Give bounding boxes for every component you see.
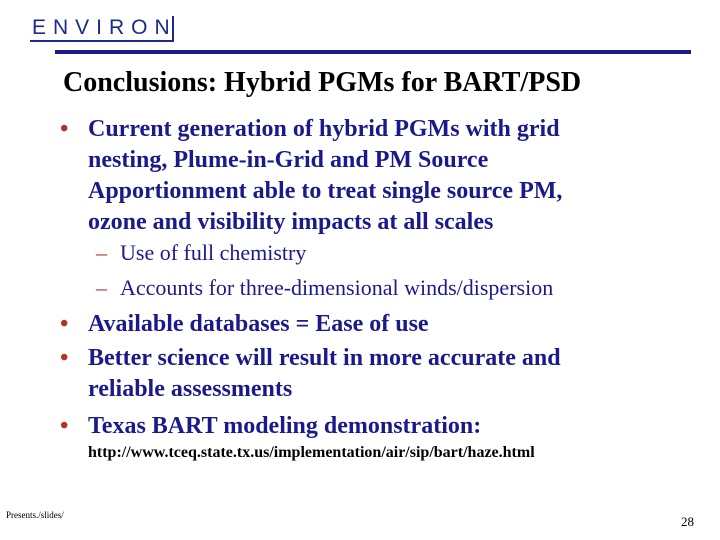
bullet-line: nesting, Plume-in-Grid and PM Source — [88, 147, 489, 173]
reference-link[interactable]: http://www.tceq.state.tx.us/implementation/air/sip/bart/haze.html — [88, 444, 535, 461]
bullet-line: Texas BART modeling demonstration: — [88, 413, 482, 439]
bullet-line: Current generation of hybrid PGMs with grid — [88, 116, 560, 142]
bullet-line: Better science will result in more accurate and — [88, 345, 561, 371]
footer-file-path: Presents./slides/ — [6, 510, 64, 520]
bullet-glyph: • — [60, 311, 69, 337]
page-number: 28 — [681, 514, 694, 529]
bullet-line: ozone and visibility impacts at all scales — [88, 209, 494, 235]
dash-glyph: – — [96, 275, 107, 300]
bullet-glyph: • — [60, 413, 69, 439]
dash-glyph: – — [96, 240, 107, 265]
bullet-text — [88, 343, 561, 405]
bullet-text — [88, 114, 562, 238]
bullet-line: Apportionment able to treat single source PM, — [88, 178, 563, 204]
logo-text: ENVIRON — [32, 16, 177, 39]
bullet-text — [88, 411, 481, 442]
bullet-glyph: • — [60, 116, 69, 142]
bullet-line: Available databases = Ease of use — [88, 311, 429, 337]
bullet-line: reliable assessments — [88, 376, 293, 402]
sub-bullet-text: Accounts for three-dimensional winds/dispersion — [120, 275, 554, 300]
bullet-text — [88, 309, 429, 340]
header-divider — [55, 50, 691, 54]
sub-bullet-text: Use of full chemistry — [120, 240, 307, 265]
slide-title: Conclusions: Hybrid PGMs for BART/PSD — [63, 67, 582, 98]
environ-logo — [30, 16, 177, 42]
bullet-glyph: • — [60, 345, 69, 371]
